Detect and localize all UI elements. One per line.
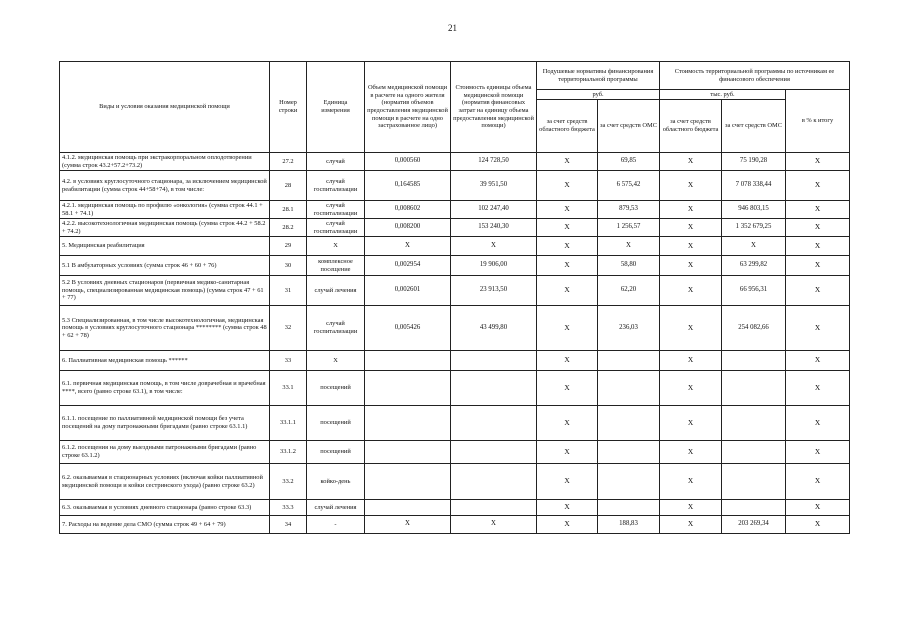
row-name: 4.2.1. медицинская помощь по профилю «онкология» (сумма строк 44.1 + 58.1 + 74.1) [60, 201, 270, 219]
row-cost-budget: X [660, 276, 722, 306]
row-cost-oms: X [722, 237, 786, 256]
row-cost-budget: X [660, 171, 722, 201]
row-unit-cost [451, 406, 537, 441]
row-name: 6.1. первичная медицинская помощь, в том числе доврачебная и врачебная ****, всего (равно строке 63.1), в том числе: [60, 371, 270, 406]
row-percent: X [786, 500, 850, 516]
row-per-capita-budget: X [537, 256, 598, 276]
row-volume [365, 464, 451, 500]
row-volume: 0,008200 [365, 219, 451, 237]
header-kinds: Виды и условия оказания медицинской помощи [60, 62, 270, 153]
row-name: 6.1.2. посещения на дому выездными патронажными бригадами (равно строке 63.1.2) [60, 441, 270, 464]
table-row [60, 171, 850, 201]
table-row [60, 464, 850, 500]
row-number: 34 [270, 516, 307, 534]
row-per-capita-oms: 6 575,42 [598, 171, 660, 201]
row-unit-cost [451, 351, 537, 371]
row-volume: 0,008602 [365, 201, 451, 219]
row-per-capita-oms: 879,53 [598, 201, 660, 219]
header-volume: Объем медицинской помощи в расчете на одного жителя (норматив объемов предоставления медицинской помощи в расчете на одно застрахованное лицо) [365, 62, 451, 153]
row-cost-budget: X [660, 516, 722, 534]
row-cost-budget: X [660, 406, 722, 441]
row-percent: X [786, 219, 850, 237]
row-volume: 0,002954 [365, 256, 451, 276]
row-volume [365, 441, 451, 464]
row-unit-cost: 43 499,80 [451, 306, 537, 351]
row-cost-oms: 946 803,15 [722, 201, 786, 219]
row-unit-cost: 124 728,50 [451, 153, 537, 171]
row-name: 7. Расходы на ведение дела СМО (сумма строк 49 + 64 + 79) [60, 516, 270, 534]
row-name: 5. Медицинская реабилитация [60, 237, 270, 256]
row-per-capita-budget: X [537, 201, 598, 219]
row-volume [365, 351, 451, 371]
row-volume [365, 500, 451, 516]
row-unit: случай лечения [307, 276, 365, 306]
row-percent: X [786, 516, 850, 534]
row-number: 29 [270, 237, 307, 256]
row-name: 5.3 Специализированная, в том числе высокотехнологичная, медицинская помощь в условиях круглосуточного стационара ******** (сумма строк 48 + 62 + 78) [60, 306, 270, 351]
row-unit-cost: 153 240,30 [451, 219, 537, 237]
row-cost-oms: 75 190,28 [722, 153, 786, 171]
row-cost-budget: X [660, 464, 722, 500]
row-number: 28.2 [270, 219, 307, 237]
page-number: 21 [448, 23, 457, 33]
row-unit-cost [451, 441, 537, 464]
row-name: 6.2. оказываемая в стационарных условиях (включая койки паллиативной медицинской помощи и койки сестринского ухода) (равно строке 63.2) [60, 464, 270, 500]
header-regional-budget: за счет средств областного бюджета [537, 100, 598, 153]
row-unit-cost [451, 371, 537, 406]
row-per-capita-budget: X [537, 464, 598, 500]
row-unit-cost: X [451, 516, 537, 534]
row-unit-cost: 39 951,50 [451, 171, 537, 201]
row-name: 4.2. в условиях круглосуточного стационара, за исключением медицинской реабилитации (сумма строк 44+58+74), в том числе: [60, 171, 270, 201]
row-volume [365, 371, 451, 406]
row-per-capita-oms: X [598, 237, 660, 256]
row-cost-budget: X [660, 351, 722, 371]
row-unit-cost: 19 906,00 [451, 256, 537, 276]
table-row [60, 441, 850, 464]
row-number: 33.2 [270, 464, 307, 500]
row-name: 5.2 В условиях дневных стационаров (первичная медико-санитарная помощь, специализированная медицинская помощь) (сумма строк 47 + 61 + 77) [60, 276, 270, 306]
header-unit-thous-rub: тыс. руб. [660, 90, 786, 100]
row-per-capita-budget: X [537, 276, 598, 306]
row-unit: случай [307, 153, 365, 171]
table-row [60, 500, 850, 516]
row-volume [365, 406, 451, 441]
row-cost-budget: X [660, 237, 722, 256]
row-cost-oms: 254 082,66 [722, 306, 786, 351]
row-name: 6.3. оказываемая в условиях дневного стационара (равно строке 63.3) [60, 500, 270, 516]
row-cost-oms [722, 500, 786, 516]
row-cost-budget: X [660, 219, 722, 237]
row-cost-oms [722, 351, 786, 371]
row-per-capita-budget: X [537, 516, 598, 534]
row-cost-budget: X [660, 441, 722, 464]
row-per-capita-budget: X [537, 406, 598, 441]
row-number: 33.3 [270, 500, 307, 516]
row-number: 33.1 [270, 371, 307, 406]
row-unit: посещений [307, 441, 365, 464]
row-per-capita-budget: X [537, 351, 598, 371]
table-row [60, 201, 850, 219]
header-unit-rub: руб. [537, 90, 660, 100]
row-percent: X [786, 371, 850, 406]
row-cost-oms: 63 299,82 [722, 256, 786, 276]
row-unit: койко-день [307, 464, 365, 500]
row-volume: X [365, 237, 451, 256]
row-volume: 0,002601 [365, 276, 451, 306]
header-row-number: Номер строки [270, 62, 307, 153]
header-unit: Единица измерения [307, 62, 365, 153]
row-per-capita-oms: 69,85 [598, 153, 660, 171]
row-percent: X [786, 351, 850, 371]
row-per-capita-oms: 62,20 [598, 276, 660, 306]
row-name: 5.1 В амбулаторных условиях (сумма строк 46 + 60 + 76) [60, 256, 270, 276]
row-unit: случай госпитализации [307, 306, 365, 351]
row-per-capita-budget: X [537, 500, 598, 516]
row-per-capita-oms [598, 500, 660, 516]
row-number: 33.1.1 [270, 406, 307, 441]
header-program-cost: Стоимость территориальной программы по источникам ее финансового обеспечения [660, 62, 850, 90]
row-cost-budget: X [660, 306, 722, 351]
row-cost-oms [722, 441, 786, 464]
row-per-capita-oms: 1 256,57 [598, 219, 660, 237]
row-per-capita-budget: X [537, 306, 598, 351]
row-volume: 0,005426 [365, 306, 451, 351]
table-row [60, 306, 850, 351]
row-percent: X [786, 171, 850, 201]
table-row [60, 153, 850, 171]
table-row [60, 276, 850, 306]
row-cost-oms: 203 269,34 [722, 516, 786, 534]
row-cost-oms: 1 352 679,25 [722, 219, 786, 237]
row-percent: X [786, 306, 850, 351]
row-number: 28 [270, 171, 307, 201]
row-per-capita-budget: X [537, 219, 598, 237]
row-per-capita-budget: X [537, 371, 598, 406]
row-unit-cost: 23 913,50 [451, 276, 537, 306]
row-unit-cost: 102 247,40 [451, 201, 537, 219]
row-name: 6. Паллиативная медицинская помощь ****** [60, 351, 270, 371]
row-number: 32 [270, 306, 307, 351]
table-row [60, 516, 850, 534]
row-cost-budget: X [660, 201, 722, 219]
row-unit-cost [451, 464, 537, 500]
row-per-capita-oms: 188,83 [598, 516, 660, 534]
row-unit-cost: X [451, 237, 537, 256]
row-cost-oms [722, 371, 786, 406]
row-unit-cost [451, 500, 537, 516]
row-percent: X [786, 441, 850, 464]
row-unit: комплексное посещение [307, 256, 365, 276]
row-per-capita-budget: X [537, 237, 598, 256]
table-row [60, 351, 850, 371]
table-row [60, 406, 850, 441]
row-number: 33 [270, 351, 307, 371]
row-cost-budget: X [660, 500, 722, 516]
row-percent: X [786, 153, 850, 171]
row-unit: X [307, 237, 365, 256]
header-oms-2: за счет средств ОМС [722, 100, 786, 153]
row-percent: X [786, 276, 850, 306]
row-number: 30 [270, 256, 307, 276]
table-row [60, 219, 850, 237]
row-volume: X [365, 516, 451, 534]
row-cost-budget: X [660, 371, 722, 406]
header-unit-cost: Стоимость единицы объема медицинской помощи (норматив финансовых затрат на единицу объема предоставления медицинской помощи) [451, 62, 537, 153]
row-unit: случай госпитализации [307, 219, 365, 237]
row-cost-oms [722, 406, 786, 441]
row-unit: - [307, 516, 365, 534]
row-per-capita-budget: X [537, 441, 598, 464]
row-percent: X [786, 406, 850, 441]
row-unit: случай госпитализации [307, 201, 365, 219]
row-percent: X [786, 464, 850, 500]
row-name: 4.2.2. высокотехнологичная медицинская помощь (сумма строк 44.2 + 58.2 + 74.2) [60, 219, 270, 237]
row-volume: 0,000560 [365, 153, 451, 171]
row-per-capita-oms [598, 371, 660, 406]
row-per-capita-oms: 58,80 [598, 256, 660, 276]
row-name: 6.1.1. посещение по паллиативной медицинской помощи без учета посещений на дому патронажными бригадами (равно строке 63.1.1) [60, 406, 270, 441]
row-per-capita-oms [598, 464, 660, 500]
row-per-capita-oms [598, 441, 660, 464]
row-unit: случай лечения [307, 500, 365, 516]
row-number: 33.1.2 [270, 441, 307, 464]
table-row [60, 256, 850, 276]
table-row [60, 371, 850, 406]
row-per-capita-budget: X [537, 153, 598, 171]
table-row [60, 237, 850, 256]
row-unit: X [307, 351, 365, 371]
row-number: 27.2 [270, 153, 307, 171]
row-cost-budget: X [660, 153, 722, 171]
row-volume: 0,164585 [365, 171, 451, 201]
row-cost-budget: X [660, 256, 722, 276]
header-regional-budget-2: за счет средств областного бюджета [660, 100, 722, 153]
row-name: 4.1.2. медицинская помощь при экстракорпоральном оплодотворении (сумма строк 43.2+57.2+73.2) [60, 153, 270, 171]
row-cost-oms: 7 078 338,44 [722, 171, 786, 201]
row-per-capita-oms: 236,03 [598, 306, 660, 351]
row-per-capita-oms [598, 351, 660, 371]
row-per-capita-budget: X [537, 171, 598, 201]
funding-table [59, 61, 850, 534]
row-unit: посещений [307, 406, 365, 441]
row-unit: посещений [307, 371, 365, 406]
row-percent: X [786, 201, 850, 219]
row-number: 28.1 [270, 201, 307, 219]
header-oms: за счет средств ОМС [598, 100, 660, 153]
row-cost-oms: 66 956,31 [722, 276, 786, 306]
row-per-capita-oms [598, 406, 660, 441]
row-number: 31 [270, 276, 307, 306]
row-unit: случай госпитализации [307, 171, 365, 201]
row-percent: X [786, 237, 850, 256]
header-percent: в % к итогу [786, 90, 850, 153]
header-per-capita: Подушевые нормативы финансирования территориальной программы [537, 62, 660, 90]
row-percent: X [786, 256, 850, 276]
row-cost-oms [722, 464, 786, 500]
